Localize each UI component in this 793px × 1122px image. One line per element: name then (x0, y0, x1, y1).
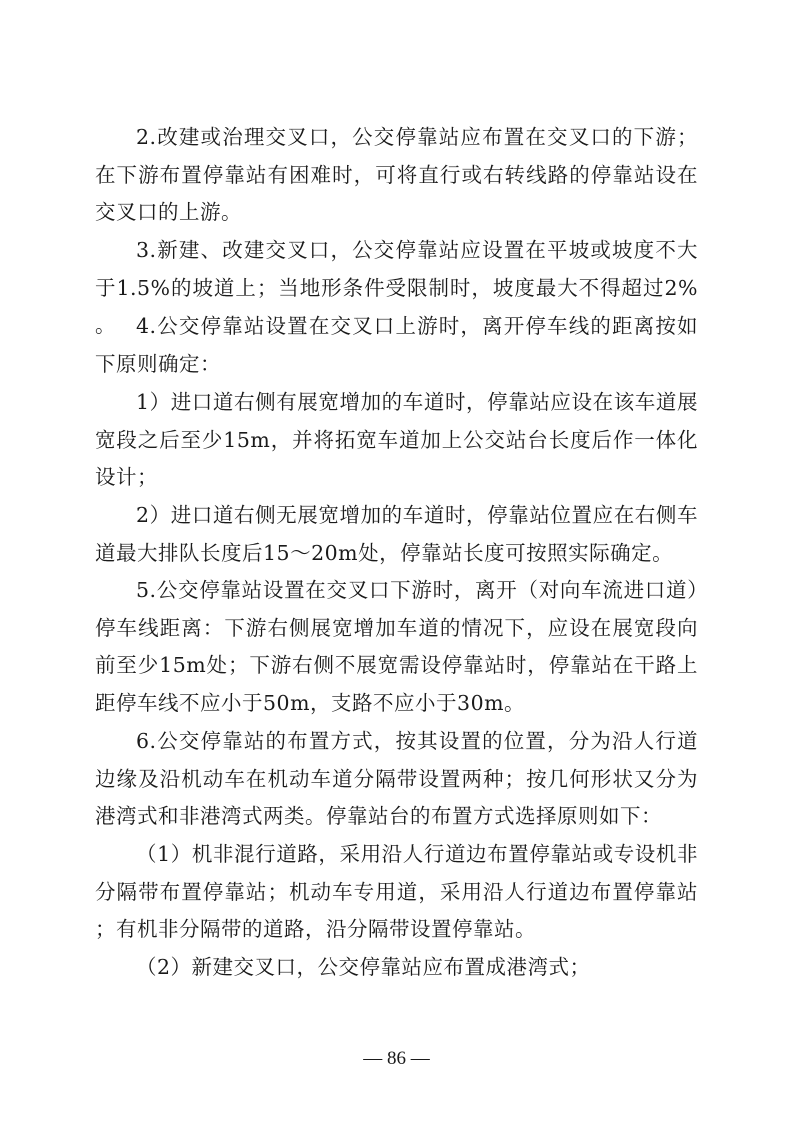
paragraph-clause-4-item-1: 1）进口道右侧有展宽增加的车道时，停靠站应设在该车道展宽段之后至少15m，并将拓宽车道加上公交站台长度后作一体化设计； (95, 390, 698, 489)
paragraph-clause-6: 6.公交停靠站的布置方式，按其设置的位置，分为沿人行道边缘及沿机动车在机动车道分隔带设置两种；按几何形状又分为港湾式和非港湾式两类。停靠站台的布置方式选择原则如下： (95, 729, 698, 828)
page-number: — 86 — (363, 1048, 430, 1069)
paragraph-clause-6-item-2: （2）新建交叉口，公交停靠站应布置成港湾式； (136, 955, 591, 979)
paragraph-clause-2: 2.改建或治理交叉口，公交停靠站应布置在交叉口的下游；在下游布置停靠站有困难时，可将直行或右转线路的停靠站设在交叉口的上游。 (95, 125, 698, 224)
paragraph-clause-4: 4.公交停靠站设置在交叉口上游时，离开停车线的距离按如下原则确定： (95, 314, 698, 376)
paragraph-clause-4-item-2: 2）进口道右侧无展宽增加的车道时，停靠站位置应在右侧车道最大排队长度后15～20m处，停靠站长度可按照实际确定。 (95, 503, 698, 565)
paragraph-clause-3: 3.新建、改建交叉口，公交停靠站应设置在平坡或坡度不大于1.5%的坡道上；当地形条件受限制时，坡度最大不得超过2%。 (95, 238, 698, 337)
paragraph-clause-6-item-1: （1）机非混行道路，采用沿人行道边布置停靠站或专设机非分隔带布置停靠站；机动车专用道，采用沿人行道边布置停靠站；有机非分隔带的道路，沿分隔带设置停靠站。 (95, 842, 698, 941)
paragraph-clause-5: 5.公交停靠站设置在交叉口下游时，离开（对向车流进口道）停车线距离：下游右侧展宽增加车道的情况下，应设在展宽段向前至少15m处；下游右侧不展宽需设停靠站时，停靠站在干路上距停车线不应小于50m，支路不应小于30m。 (95, 578, 698, 715)
